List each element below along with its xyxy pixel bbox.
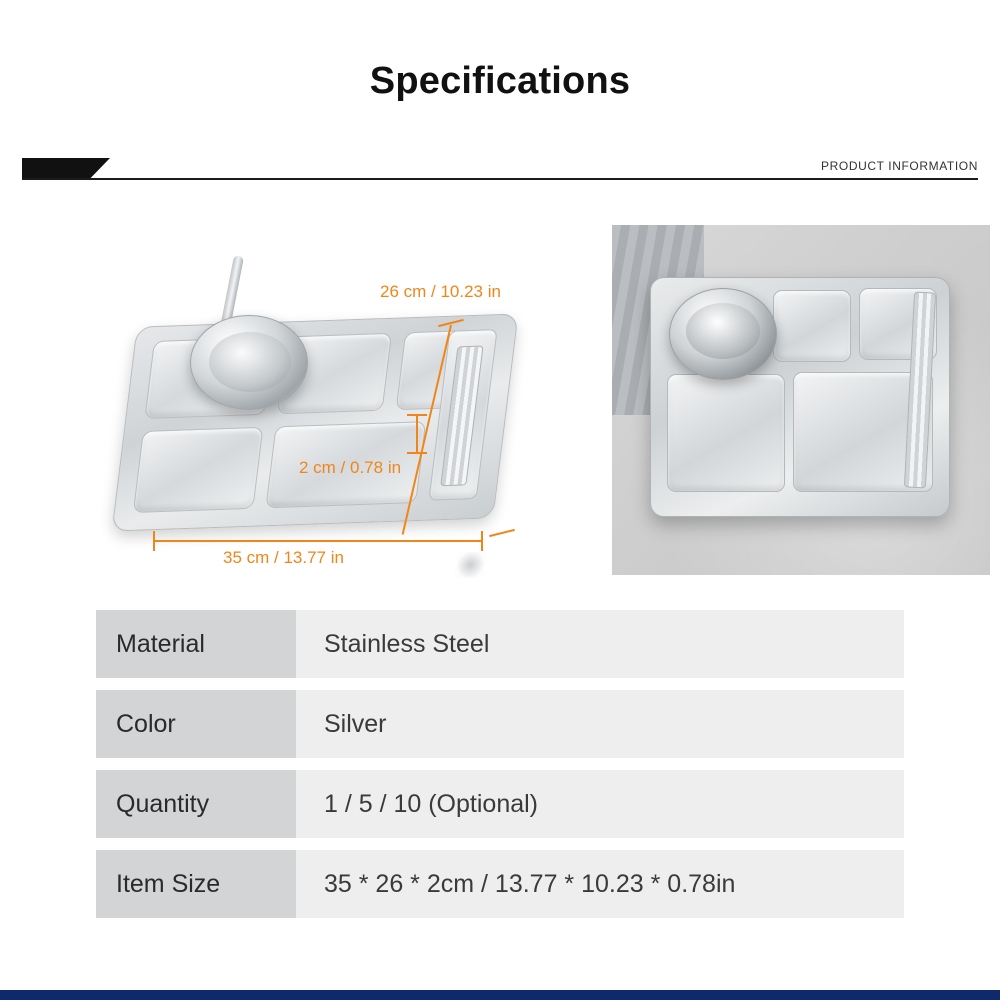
spec-value-quantity: 1 / 5 / 10 (Optional)	[296, 770, 904, 838]
spec-value-item-size: 35 * 26 * 2cm / 13.77 * 10.23 * 0.78in	[296, 850, 904, 918]
height-dimension-tick	[407, 414, 427, 416]
product-photo	[612, 225, 990, 575]
soup-bowl-illustration	[190, 315, 308, 410]
ribbon-tab-shape	[22, 158, 110, 178]
brand-emblem-icon	[454, 551, 487, 578]
height-dimension-label: 2 cm / 0.78 in	[299, 458, 402, 477]
photo-tray	[650, 277, 950, 517]
width-dimension-line	[153, 540, 483, 542]
tray-illustration	[111, 313, 518, 531]
tray-compartment	[773, 290, 851, 362]
tray-compartment	[667, 374, 785, 492]
section-header-ribbon	[22, 158, 978, 188]
width-dimension-tick	[481, 531, 483, 551]
bowl-inner-icon	[686, 303, 760, 359]
height-dimension-tick	[407, 452, 427, 454]
table-row	[96, 850, 904, 918]
soup-bowl-photo	[669, 288, 777, 380]
bowl-inner-icon	[209, 332, 291, 392]
spec-key-color: Color	[96, 690, 296, 758]
specifications-table	[96, 610, 904, 930]
dimension-diagram	[95, 220, 565, 580]
ribbon-label: PRODUCT INFORMATION	[821, 159, 978, 173]
page-title: Specifications	[369, 60, 631, 102]
table-row	[96, 610, 904, 678]
product-images	[0, 215, 1000, 590]
ribbon-divider	[22, 178, 978, 180]
table-row	[96, 770, 904, 838]
spec-key-quantity: Quantity	[96, 770, 296, 838]
tray-compartment	[133, 427, 264, 513]
depth-dimension-tick	[489, 529, 515, 537]
width-dimension-label: 35 cm / 13.77 in	[223, 548, 344, 567]
depth-dimension-label: 26 cm / 10.23 in	[380, 282, 501, 301]
bottom-accent-bar	[0, 990, 1000, 1000]
spec-key-item-size: Item Size	[96, 850, 296, 918]
spec-value-color: Silver	[296, 690, 904, 758]
spec-value-material: Stainless Steel	[296, 610, 904, 678]
height-dimension-line	[416, 414, 418, 454]
width-dimension-tick	[153, 531, 155, 551]
table-row	[96, 690, 904, 758]
spec-key-material: Material	[96, 610, 296, 678]
